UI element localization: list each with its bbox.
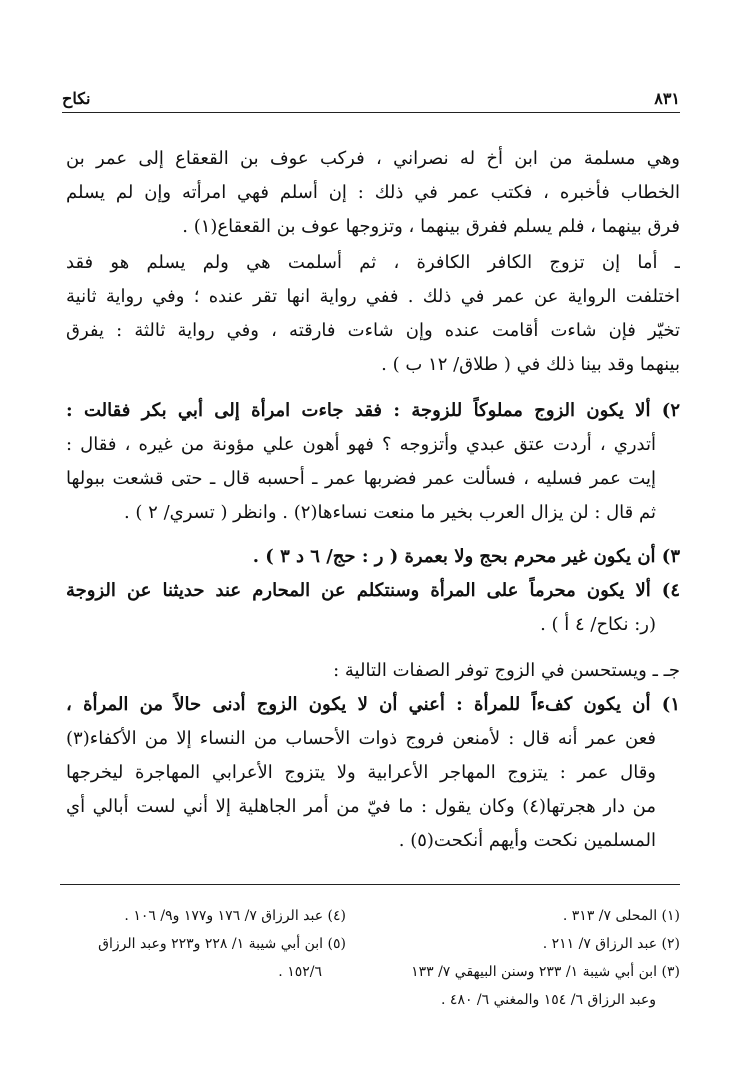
body-line: (ر: نكاح/ ٤ أ ) .	[540, 614, 656, 635]
body-line: ١) أن يكون كفءاً للمرأة : أعني أن لا يكون الزوج أدنى حالاً من المرأة ،	[66, 694, 680, 715]
body-line: بينهما وقد بينا ذلك في ( طلاق/ ١٢ ب ) .	[381, 354, 680, 375]
body-line: ـ أما إن تزوج الكافر الكافرة ، ثم أسلمت هي ولم يسلم هو فقد	[66, 252, 680, 273]
footnote-divider	[60, 884, 680, 885]
body-line: المسلمين نكحت وأيهم أنكحت(٥) .	[398, 830, 656, 851]
body-line: اختلفت الرواية عن عمر في ذلك . ففي رواية انها تقر عنده ؛ وفي رواية ثانية	[66, 286, 680, 307]
running-header	[62, 80, 680, 113]
footnote: (١) المحلى ٧/ ٣١٣ .	[562, 908, 680, 924]
footnote: (٢) عبد الرزاق ٧/ ٢١١ .	[542, 936, 680, 952]
header-title: نكاح	[62, 89, 91, 108]
body-line: تخيّر فإن شاءت أقامت عنده وإن شاءت فارقته ، وفي رواية ثالثة : يفرق	[66, 320, 680, 341]
body-line: من دار هجرتها(٤) وكان يقول : ما فيّ من أمر الجاهلية إلا أني لست أبالي أي	[66, 796, 656, 817]
body-line: فعن عمر أنه قال : لأمنعن فروج ذوات الأحساب من النساء إلا من الأكفاء(٣)	[66, 728, 656, 749]
body-line: ٤) ألا يكون محرماً على المرأة وسنتكلم عن المحارم عند حديثنا عن الزوجة	[66, 580, 680, 601]
body-line: إيت عمر فسليه ، فسألت عمر فضربها عمر ـ أحسبه قال ـ حتى قشعت ببولها	[66, 468, 656, 489]
body-line: الخطاب فأخبره ، فكتب عمر في ذلك : إن أسلم فهي امرأته وإن لم يسلم	[66, 182, 680, 203]
body-line: ٢) ألا يكون الزوج مملوكاً للزوجة : فقد جاءت امرأة إلى أبي بكر فقالت :	[66, 400, 680, 421]
body-line: أتدري ، أردت عتق عبدي وأتزوجه ؟ فهو أهون علي مؤونة من غيره ، فقال :	[66, 434, 656, 455]
footnote: ١٥٢/٦ .	[278, 964, 322, 980]
footnote: (٥) ابن أبي شيبة ١/ ٢٢٨ و٢٢٣ وعبد الرزاق	[98, 936, 346, 952]
footnote: (٣) ابن أبي شيبة ١/ ٢٣٣ وسنن البيهقي ٧/ ١٣٣	[411, 964, 680, 980]
body-line: ٣) أن يكون غير محرم بحج ولا بعمرة ( ر : حج/ ٦ د ٣ ) .	[252, 546, 680, 567]
page-number: ٨٣١	[654, 89, 680, 108]
body-line: فرق بينهما ، فلم يسلم ففرق بينهما ، وتزوجها عوف بن القعقاع(١) .	[182, 216, 680, 237]
section-heading: جـ ـ ويستحسن في الزوج توفر الصفات التالية :	[333, 660, 680, 681]
footnote: (٤) عبد الرزاق ٧/ ١٧٦ و١٧٧ و٩/ ١٠٦ .	[124, 908, 346, 924]
body-line: وقال عمر : يتزوج المهاجر الأعرابية ولا يتزوج الأعرابي المهاجرة ليخرجها	[66, 762, 656, 783]
body-line: ثم قال : لن يزال العرب بخير ما منعت نساءها(٢) . وانظر ( تسري/ ٢ ) .	[123, 502, 656, 523]
body-line: وهي مسلمة من ابن أخ له نصراني ، فركب عوف بن القعقاع إلى عمر بن	[66, 148, 680, 169]
footnote: وعبد الرزاق ٦/ ١٥٤ والمغني ٦/ ٤٨٠ .	[441, 992, 656, 1008]
